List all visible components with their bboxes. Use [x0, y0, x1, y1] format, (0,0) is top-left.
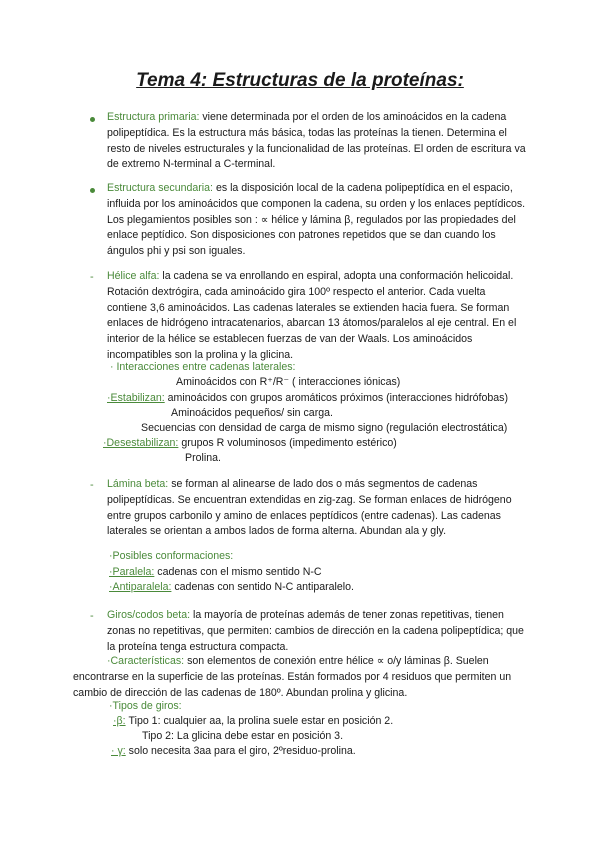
primary-structure-label: Estructura primaria: — [107, 111, 200, 123]
bullet-dot-icon — [90, 117, 95, 122]
characteristics-text: son elementos de conexión entre hélice ∝ o/y láminas β. Suelen encontrarse en la superficie de las proteínas. Están formados por 4 residuos que permiten un cambio de dirección de las cadenas de 180º. Abundan prolina y glicina. — [73, 655, 512, 699]
parallel-text: cadenas con el mismo sentido N-C — [154, 566, 322, 578]
antiparallel-label: ·Antiparalela: — [109, 581, 172, 593]
stabilize-label: ·Estabilizan: — [107, 392, 165, 404]
parallel-line — [109, 566, 322, 578]
parallel-label: ·Paralela: — [109, 566, 155, 578]
interactions-label: · Interacciones entre cadenas laterales: — [110, 361, 296, 373]
dash-bullet-icon: - — [90, 610, 94, 622]
primary-structure-paragraph — [107, 110, 527, 173]
sequences-line: Secuencias con densidad de carga de mismo signo (regulación electrostática) — [141, 422, 508, 434]
ionic-interactions-line: Aminoácidos con R⁺/R⁻ ( interacciones iónicas) — [176, 376, 401, 388]
gamma-text: solo necesita 3aa para el giro, 2ºresiduo-prolina. — [125, 745, 356, 757]
destabilize-text-1: grupos R voluminosos (impedimento estérico) — [178, 437, 397, 449]
beta-label: ·β: — [113, 715, 126, 727]
beta-sheet-paragraph — [107, 477, 527, 540]
secondary-structure-label: Estructura secundaria: — [107, 182, 213, 194]
gamma-label: · γ: — [111, 745, 126, 757]
stabilize-line — [107, 392, 508, 404]
stabilize-text-1: aminoácidos con grupos aromáticos próximos (interacciones hidrófobas) — [164, 392, 508, 404]
beta-type-1-line — [113, 715, 393, 727]
primary-structure-text: viene determinada por el orden de los aminoácidos en la cadena polipeptídica. Es la estructura más básica, todas las proteínas la tienen. Determina el resto de niveles estructurales y la funcionalidad de las proteínas. El orden de escritura va de extremo N-terminal a C-terminal. — [107, 111, 526, 171]
bullet-dot-icon — [90, 188, 95, 193]
stabilize-line-2: Aminoácidos pequeños/ sin carga. — [171, 407, 333, 419]
secondary-structure-text: es la disposición local de la cadena polipeptídica en el espacio, influida por los aminoácidos que componen la cadena, su orden y los enlaces peptídicos. Los plegamientos posibles son : ∝ hélice y lámina β, regulados por las propiedades del enlace peptídico. Son disposiciones con patrones repetidos que se dan cuando los ángulos phi y psi son iguales. — [107, 182, 526, 258]
beta-turns-text: la mayoría de proteínas además de tener zonas repetitivas, tienen zonas no repetitivas, que permiten: cambios de dirección en la cadena polipeptídica; que la proteína tenga estructura compacta. — [107, 609, 524, 653]
beta-turns-paragraph — [107, 608, 527, 655]
characteristics-paragraph — [73, 654, 533, 701]
beta-type-2-line: Tipo 2: La glicina debe estar en posición 3. — [142, 730, 344, 742]
destabilize-label: ·Desestabilizan: — [103, 437, 179, 449]
dash-bullet-icon: - — [90, 271, 94, 283]
alpha-helix-label: Hélice alfa: — [107, 270, 160, 282]
destabilize-line — [103, 437, 397, 449]
beta-sheet-label: Lámina beta: — [107, 478, 169, 490]
alpha-helix-paragraph — [107, 269, 527, 364]
gamma-line — [111, 745, 356, 757]
conformations-label: ·Posibles conformaciones: — [109, 550, 234, 562]
characteristics-label: ·Características: — [107, 655, 185, 667]
dash-bullet-icon: - — [90, 479, 94, 491]
beta-sheet-text: se forman al alinearse de lado dos o más segmentos de cadenas polipeptídicas. Se encuentran extendidas en zig-zag. Se forman enlaces de hidrógeno entre grupos carbonilo y amino de enlaces peptídicos (entre cadenas). Las cadenas laterales se orientan a ambos lados de forma alterna. Abundan ala y gly. — [107, 478, 512, 538]
antiparallel-text: cadenas con sentido N-C antiparalelo. — [171, 581, 354, 593]
type-1-text: Tipo 1: cualquier aa, la prolina suele estar en posición 2. — [125, 715, 394, 727]
page-title: Tema 4: Estructuras de la proteínas: — [136, 70, 464, 91]
proline-line: Prolina. — [185, 452, 221, 464]
antiparallel-line — [109, 581, 354, 593]
alpha-helix-text: la cadena se va enrollando en espiral, adopta una conformación helicoidal. Rotación dextrógira, cada aminoácido gira 100º respecto el anterior. Cada vuelta contiene 3,6 aminoácidos. Las cadenas laterales se extienden hacia fuera. Se forman enlaces de hidrógeno intracatenarios, abarcan 13 átomos/paralelos al eje central. En el interior de la hélice se establecen fuerzas de van der Waals. Los aminoácidos incompatibles son la prolina y la glicina. — [107, 270, 517, 361]
turn-types-label: ·Tipos de giros: — [109, 700, 182, 712]
secondary-structure-paragraph — [107, 181, 527, 260]
beta-turns-label: Giros/codos beta: — [107, 609, 191, 621]
